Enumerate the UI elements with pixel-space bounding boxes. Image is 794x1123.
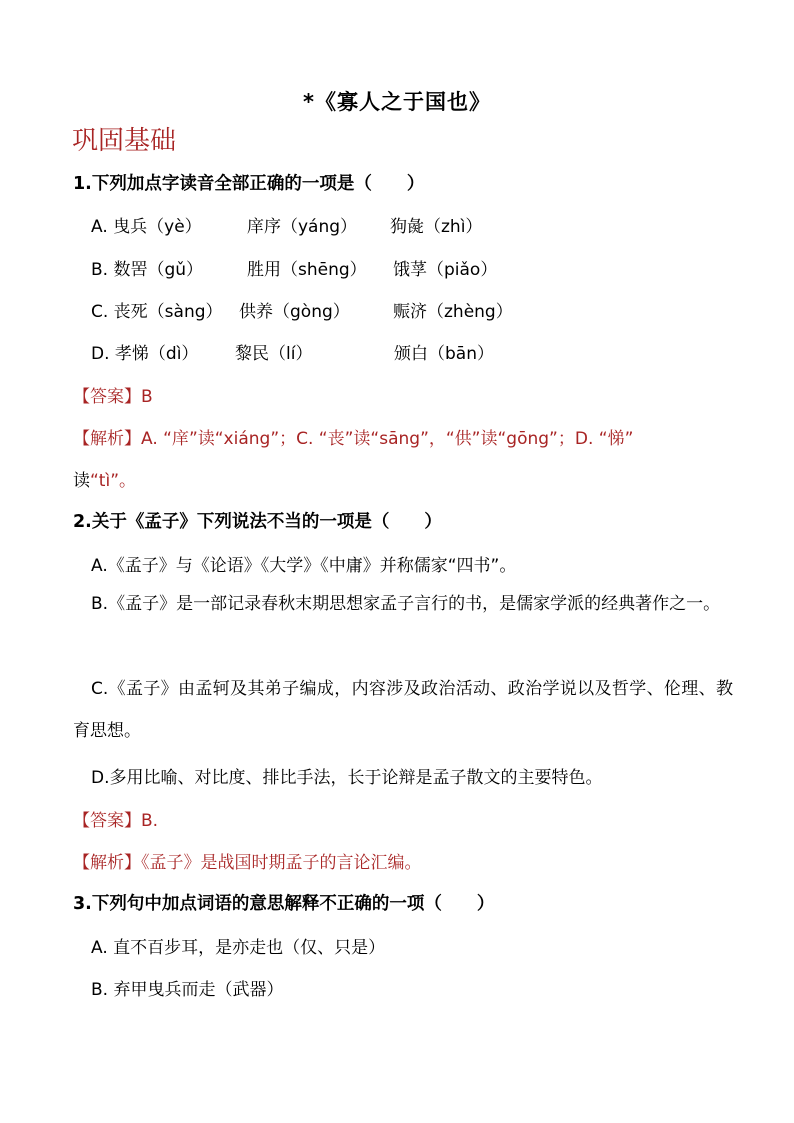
analysis-text: 《孟子》是战国时期孟子的言论汇编。 bbox=[141, 853, 422, 873]
q1-option-b-item-1: B. 数罟（gǔ） bbox=[91, 260, 204, 280]
q1-option-a-item-1: A. 曳兵（yè） bbox=[91, 217, 202, 237]
q1-analysis bbox=[73, 424, 794, 449]
document-title: *《寡人之于国也》 bbox=[303, 90, 491, 114]
question-3-stem: 3.下列句中加点词语的意思解释不正确的一项（ ） bbox=[73, 894, 495, 914]
answer-label: 【答案】 bbox=[73, 811, 141, 831]
analysis-label: 【解析】 bbox=[73, 429, 141, 449]
q1-option-b-item-2: 胜用（shēng） bbox=[247, 260, 367, 280]
analysis-text: A. “庠”读“xiáng”；C. “丧”读“sāng”，“供”读“gōng”；D. “悌” bbox=[141, 429, 634, 449]
q2-option-c: C.《孟子》由孟轲及其弟子编成，内容涉及政治活动、政治学说以及哲学、伦理、教育思想。 bbox=[73, 679, 733, 741]
analysis-text-end: “tì”。 bbox=[90, 471, 137, 491]
q2-option-b: B.《孟子》是一部记录春秋末期思想家孟子言行的书，是儒家学派的经典著作之一。 bbox=[91, 594, 721, 614]
question-1-stem: 1.下列加点字读音全部正确的一项是（ ） bbox=[73, 174, 425, 194]
q1-analysis-continued bbox=[73, 466, 794, 491]
analysis-label: 【解析】 bbox=[73, 853, 141, 873]
q1-option-c-item-2: 供养（gòng） bbox=[239, 302, 350, 322]
q1-option-c-item-1: C. 丧死（sàng） bbox=[91, 302, 223, 322]
q1-option-c-item-3: 赈济（zhèng） bbox=[393, 302, 513, 322]
q3-option-b: B. 弃甲曳兵而走（武器） bbox=[91, 980, 284, 1000]
q2-option-a: A.《孟子》与《论语》《大学》《中庸》并称儒家“四书”。 bbox=[91, 556, 517, 576]
q1-option-d-item-3: 颁白（bān） bbox=[394, 344, 494, 364]
q3-option-a: A. 直不百步耳，是亦走也（仅、只是） bbox=[91, 938, 386, 958]
question-2-stem: 2.关于《孟子》下列说法不当的一项是（ ） bbox=[73, 512, 442, 532]
q2-option-d: D.多用比喻、对比度、排比手法，长于论辩是孟子散文的主要特色。 bbox=[91, 768, 603, 788]
q2-analysis bbox=[73, 848, 794, 873]
q1-answer bbox=[73, 382, 794, 407]
section-heading: 巩固基础 bbox=[72, 126, 177, 156]
analysis-prefix: 读 bbox=[73, 471, 90, 491]
q1-option-d-item-1: D. 孝悌（dì） bbox=[91, 344, 199, 364]
answer-value: B bbox=[141, 387, 153, 407]
q1-option-a-item-3: 狗彘（zhì） bbox=[390, 217, 483, 237]
q2-answer bbox=[73, 806, 794, 831]
answer-label: 【答案】 bbox=[73, 387, 141, 407]
q1-option-b-item-3: 饿莩（piǎo） bbox=[393, 260, 498, 280]
answer-value: B. bbox=[141, 811, 159, 831]
q1-option-a-item-2: 庠序（yáng） bbox=[247, 217, 358, 237]
q1-option-d-item-2: 黎民（lí） bbox=[235, 344, 313, 364]
